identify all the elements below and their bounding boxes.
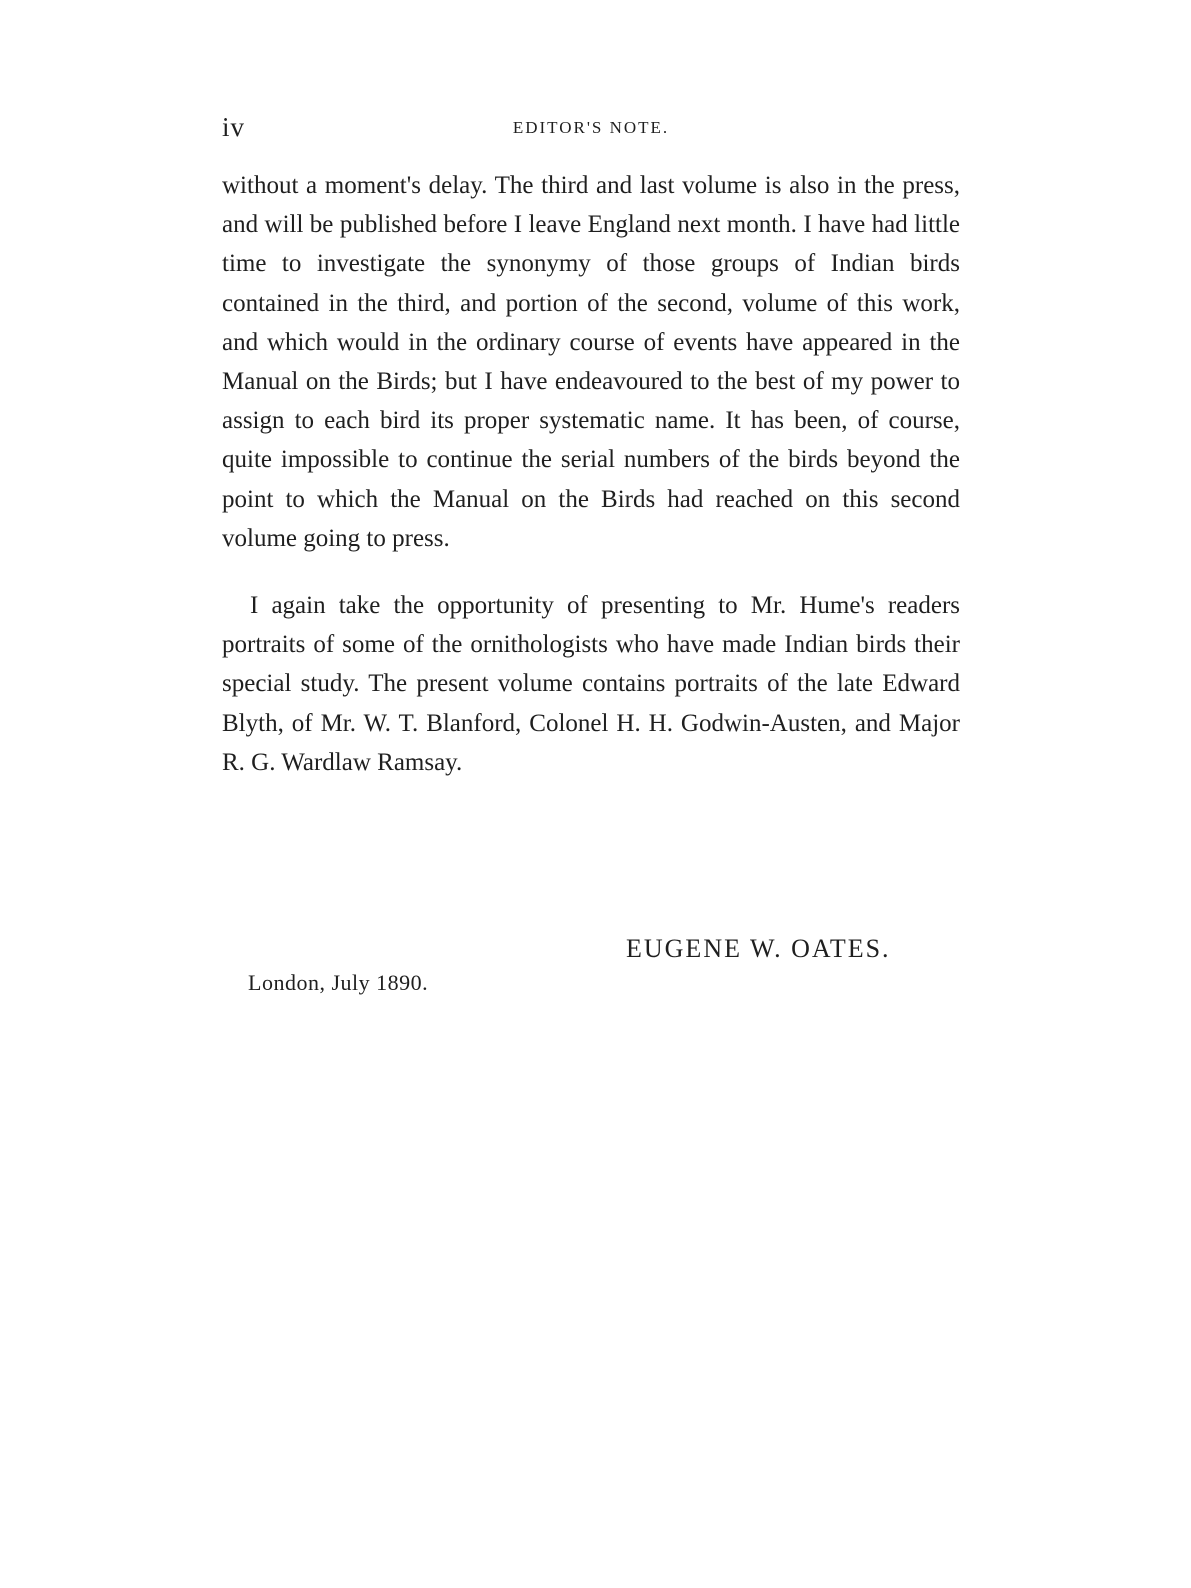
dateline: London, July 1890. xyxy=(248,970,429,995)
running-title: EDITOR'S NOTE. xyxy=(512,118,670,137)
paragraph-portraits: I again take the opportunity of presenting to Mr. Hume's readers portraits of some of the ornithologists who have made Indian birds their special study. The present volume contains portraits of the late Edward Blyth, of Mr. W. T. Blanford, Colonel H. H. Godwin-Austen, and Major R. G. Wardlaw Ramsay. xyxy=(222,592,960,776)
page-number: iv xyxy=(222,112,246,142)
author-signature: EUGENE W. OATES. xyxy=(626,934,891,963)
paragraph-continuation: without a moment's delay. The third and last volume is also in the press, and will be published before I leave England next month. I have had little time to investigate the synonymy of those groups of Indian birds contained in the third, and portion of the second, volume of this work, and which would in the ordinary course of events have appeared in the Manual on the Birds; but I have endeavoured to the best of my power to assign to each bird its proper systematic name. It has been, of course, quite impossible to continue the serial numbers of the birds beyond the point to which the Manual on the Birds had reached on this second volume going to press. xyxy=(222,172,960,552)
running-head xyxy=(222,112,960,152)
body-text xyxy=(222,166,960,782)
